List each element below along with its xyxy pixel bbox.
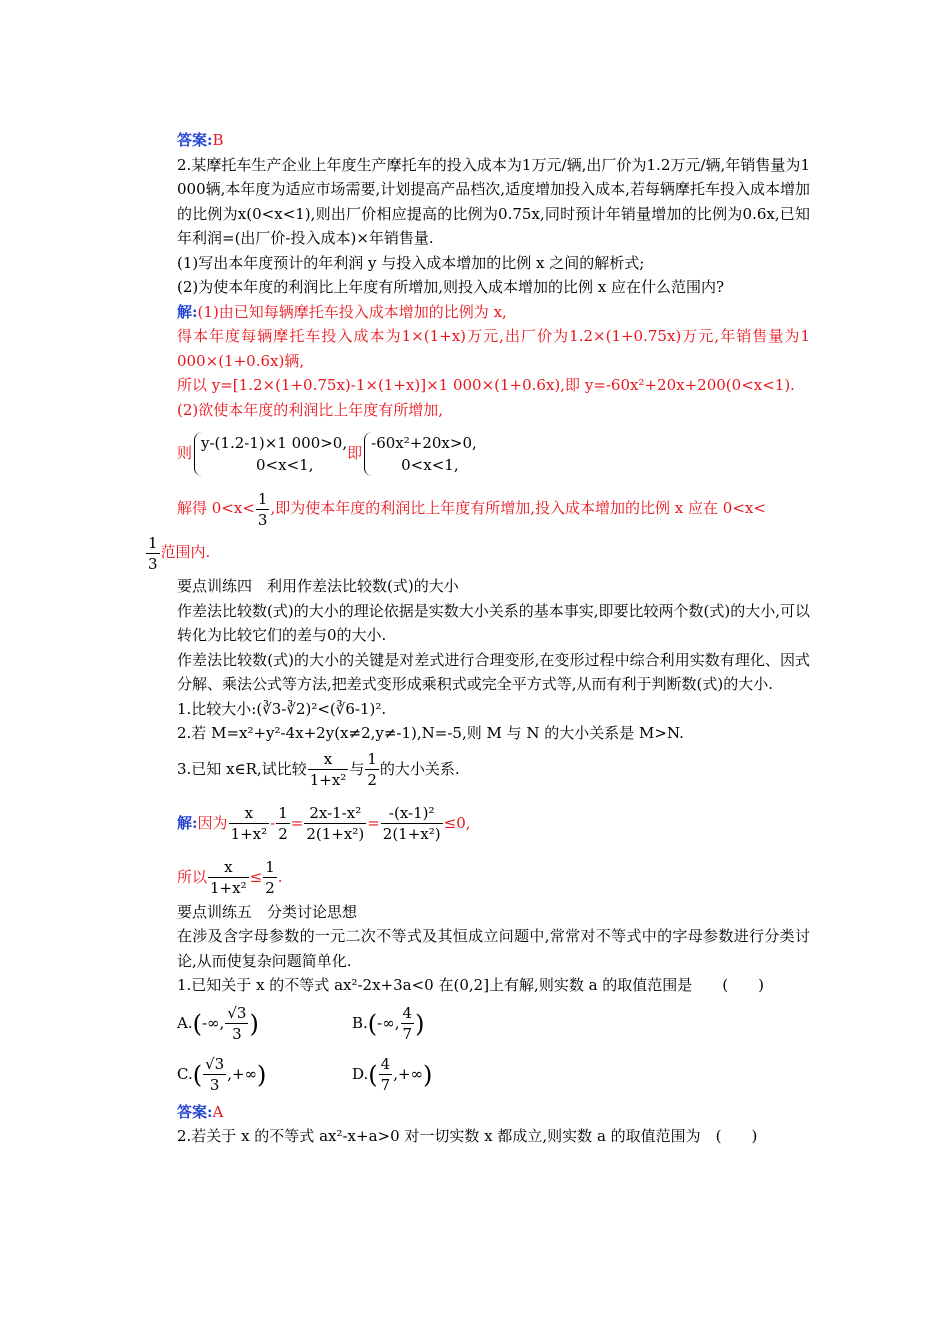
answer-5-1: 答案:A [177, 1102, 224, 1121]
solution-line-2: 得本年度每辆摩托车投入成本为1×(1+x)万元,出厂价为1.2×(1+0.75x)万元,年销售量为1 000×(1+0.6x)辆, [177, 327, 810, 370]
option-d[interactable]: D.( $\frac{4}{7}$ ,+∞) [352, 1055, 433, 1094]
section-4-title: 要点训练四 利用作差法比较数(式)的大小 [177, 577, 459, 595]
answer-label: 答案: [177, 131, 213, 149]
section-4-para-2: 作差法比较数(式)的大小的关键是对差式进行合理变形,在变形过程中综合利用实数有理化、因式分解、乘法公式等方法,把差式变形成乘积式或完全平方式等,从而有利于判断数(式)的大小. [177, 650, 810, 693]
exercise-4-1: 1.比较大小:(∛3-∛2)²<(∛6-1)². [177, 699, 387, 718]
fraction-one-third: $\frac{1}{3}$ [257, 489, 268, 529]
section-5-para: 在涉及含字母参数的一元二次不等式及其恒成立问题中,常常对不等式中的字母参数进行分类讨论,从而使复杂问题简单化. [177, 927, 810, 970]
section-5-title: 要点训练五 分类讨论思想 [177, 902, 358, 921]
section-4-para-1: 作差法比较数(式)的大小的理论依据是实数大小关系的基本事实,即要比较两个数(式)的大小,可以转化为比较它们的差与0的大小. [177, 601, 810, 644]
fraction-one-third: $\frac{1}{3}$ [148, 533, 158, 573]
question-2-sub2: (2)为使本年度的利润比上年度有所增加,则投入成本增加的比例 x 应在什么范围内? [177, 278, 725, 296]
answer-value: B [212, 131, 224, 149]
exercise-4-3-solution: 解:因为 $\frac{x}{\text{1+x²}}$ - $\frac{1}{2}$ = $\frac{\text{2x-1-x²}}{\text{2(1+x²)}}$ = $\frac{\text{-(x-1)²}}{\text{2(1+x²)}}$ ≤0, [177, 804, 471, 843]
solution-system: 则y-(1.2-1)×1 000>0, 0<x<1,即-60x²+20x>0, 0<x<1, [177, 434, 477, 474]
solution-result-end: $\frac{1}{3}$ 范围内. [148, 533, 211, 573]
document-page [145, 128, 810, 1149]
exercise-4-2: 2.若 M=x²+y²-4x+2y(x≠2,y≠-1),N=-5,则 M 与 N 的大小关系是 M>N. [177, 724, 684, 742]
exercise-4-3-conclusion: 所以 $\frac{x}{\text{1+x²}}$ ≤ $\frac{1}{2}$ . [177, 858, 283, 897]
option-a[interactable]: A.(-∞, $\frac{√3}{3}$ ) [177, 1004, 259, 1043]
solution-result: 解得 0<x< $\frac{1}{3}$ ,即为使本年度的利润比上年度有所增加,投入成本增加的比例 x 应在 0<x< [177, 489, 766, 529]
option-c[interactable]: C.( $\frac{√3}{3}$ ,+∞) [177, 1055, 267, 1094]
answer-line [145, 128, 810, 153]
options-cd [145, 1049, 810, 1100]
exercise-4-3: 3.已知 x∈R,试比较 $\frac{x}{\text{1+x²}}$ 与 $\frac{1}{2}$ 的大小关系. [177, 750, 460, 789]
solution-line-3: 所以 y=[1.2×(1+0.75x)-1×(1+x)]×1 000×(1+0.6x),即 y=-60x²+20x+200(0<x<1). [177, 376, 795, 394]
question-2-sub1: (1)写出本年度预计的年利润 y 与投入成本增加的比例 x 之间的解析式; [177, 253, 645, 272]
options-ab [145, 998, 810, 1049]
system-b: -60x²+20x>0, 0<x<1, [364, 432, 477, 476]
question-5-1: 1.已知关于 x 的不等式 ax²-2x+3a<0 在(0,2]上有解,则实数 a 的取值范围是 ( ) [177, 976, 765, 994]
solution-line-1: 解:(1)由已知每辆摩托车投入成本增加的比例为 x, [177, 302, 507, 321]
solution-line-4: (2)欲使本年度的利润比上年度有所增加, [177, 400, 444, 419]
question-5-2: 2.若关于 x 的不等式 ax²-x+a>0 对一切实数 x 都成立,则实数 a 的取值范围为 ( ) [177, 1127, 758, 1145]
option-b[interactable]: B.(-∞, $\frac{4}{7}$ ) [352, 1004, 425, 1043]
system-a: y-(1.2-1)×1 000>0, 0<x<1, [194, 432, 347, 476]
question-2: 2.某摩托车生产企业上年度生产摩托车的投入成本为1万元/辆,出厂价为1.2万元/辆,年销售量为1 000辆,本年度为适应市场需要,计划提高产品档次,适度增加投入成本,若每辆摩托车投入成本增加的比例为x(0<x<1),则出厂价相应提高的比例为0.75x,同时预计年销量增加的比例为0.6x,已知年利润=(出厂价-投入成本)×年销售量. [177, 155, 810, 247]
